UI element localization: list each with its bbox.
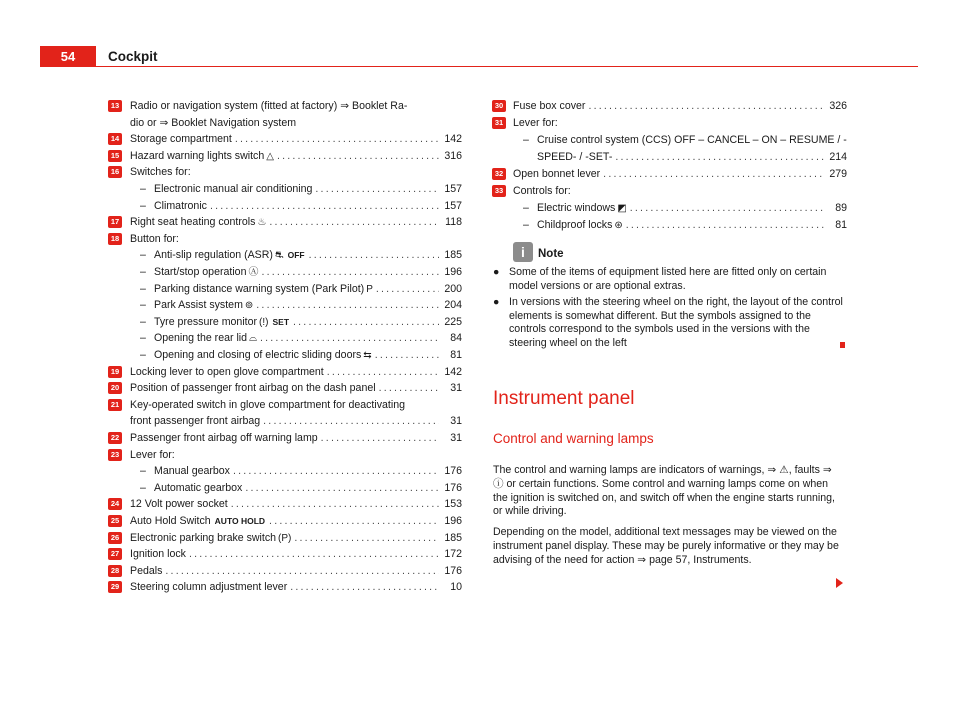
index-entry [130, 165, 462, 179]
entry-text: Start/stop operation [154, 266, 247, 278]
callout-number: 30 [492, 100, 506, 112]
note-title: Note [538, 248, 564, 260]
entry-text: Electronic manual air conditioning [154, 183, 313, 195]
leader-dots [261, 265, 439, 279]
page-reference: 176 [444, 465, 462, 478]
entry-text: Anti-slip regulation (ASR) [154, 249, 273, 262]
index-entry: – Start/stop operation Ⓐ ..... 196 [130, 265, 462, 279]
entry-text: dio or ⇒ Booklet Navigation system [130, 116, 297, 129]
index-entry [130, 132, 462, 146]
callout-number: 16 [108, 166, 122, 178]
callout-number: 23 [108, 449, 122, 461]
section-title: Cockpit [108, 49, 158, 64]
tyre-pressure-icon: (!) [259, 316, 269, 328]
leader-dots [376, 282, 439, 296]
leader-dots [235, 132, 439, 146]
callout-number: 22 [108, 432, 122, 444]
index-entry [130, 431, 462, 445]
leader-dots [263, 414, 439, 428]
sliding-door-icon: ⇆ [363, 350, 372, 361]
leader-dots [375, 348, 439, 362]
index-entry: – Automatic gearbox ..... 176 [130, 481, 462, 495]
page-reference: 316 [444, 149, 462, 162]
leader-dots [615, 150, 824, 164]
leader-dots [309, 248, 439, 262]
callout-number: 17 [108, 216, 122, 228]
callout-number: 13 [108, 100, 122, 112]
index-entry [130, 531, 462, 545]
callout-number: 15 [108, 150, 122, 162]
entry-text: Automatic gearbox [154, 481, 243, 494]
entry-text: Electronic parking brake switch [130, 531, 277, 544]
park-assist-icon: ⊚ [244, 300, 254, 312]
section-heading: Instrument panel [493, 388, 635, 409]
continue-arrow-icon [836, 578, 843, 588]
page-reference: 225 [444, 315, 462, 328]
page-reference: 214 [829, 151, 847, 163]
callout-number: 24 [108, 498, 122, 510]
index-entry: – Childproof locks ⊛ ..... 81 [513, 218, 847, 232]
entry-text: Cruise control system (CCS) OFF – CANCEL – ON – RESUME / - [537, 134, 847, 146]
entry-text: Pedals [130, 564, 163, 577]
index-entry: – Opening the rear lid ⌓ ..... 84 [130, 331, 462, 345]
page-reference: 196 [444, 266, 462, 278]
index-entry [513, 184, 847, 198]
index-entry [130, 580, 462, 594]
callout-number: 20 [108, 382, 122, 394]
page-reference: 172 [444, 548, 462, 561]
leader-dots [233, 464, 439, 478]
index-entry: – Parking distance warning system (Park Pilot) P ..... 200 [130, 282, 462, 296]
callout-number: 27 [108, 548, 122, 560]
entry-text: Controls for: [513, 185, 571, 197]
index-entry: – Opening and closing of electric sliding doors ⇆ ..... 81 [130, 348, 462, 362]
leader-dots [260, 331, 439, 345]
leader-dots [603, 167, 824, 181]
index-entry [130, 99, 462, 113]
entry-text: 12 Volt power socket [130, 498, 228, 511]
seat-heating-icon: ♨ [257, 217, 267, 229]
entry-text: Opening the rear lid [154, 332, 248, 345]
page-reference: 31 [450, 415, 462, 428]
park-pilot-icon: P [366, 283, 373, 295]
page-reference: 89 [835, 202, 847, 214]
body-paragraph: The control and warning lamps are indicators of warnings, ⇒ ⚠, faults ⇒ ⓘ or certain functions. Some control and warning lamps come on when the ignition is switched on, and switch off when the engine starts running, or while driving. [493, 464, 835, 518]
entry-text: Lever for: [513, 117, 558, 129]
entry-text: Ignition lock [130, 548, 186, 561]
page-reference: 204 [444, 299, 462, 312]
page-reference: 157 [444, 199, 462, 212]
index-entry [130, 365, 462, 379]
entry-text: Tyre pressure monitor [154, 315, 258, 328]
entry-text: Key-operated switch in glove compartment for deactivating [130, 398, 405, 411]
index-entry [130, 497, 462, 511]
page-reference: 157 [444, 183, 462, 195]
page-reference: 81 [835, 219, 847, 231]
index-entry: – Electric windows ◩ ..... 89 [513, 201, 847, 215]
page-reference: 326 [829, 100, 847, 112]
callout-number: 25 [108, 515, 122, 527]
entry-text: Open bonnet lever [513, 168, 601, 180]
leader-dots [321, 431, 439, 445]
page-reference: 31 [450, 432, 462, 444]
leader-dots [315, 182, 439, 196]
page-reference: 118 [445, 216, 462, 229]
index-entry [513, 116, 847, 130]
parking-brake-icon: (P) [278, 532, 292, 544]
entry-text: Auto Hold Switch [130, 515, 211, 527]
leader-dots [231, 497, 439, 511]
index-entry: – Cruise control system (CCS) OFF – CANCEL – ON – RESUME / - [523, 134, 847, 146]
entry-text: Opening and closing of electric sliding doors [154, 349, 362, 361]
index-entry: – Park Assist system ⊚ ..... 204 [130, 298, 462, 312]
index-entry [130, 232, 462, 246]
leader-dots [269, 514, 439, 528]
index-entry [130, 564, 462, 578]
entry-text: Switches for: [130, 166, 191, 179]
leader-dots [277, 149, 439, 163]
section-end-marker [840, 342, 845, 348]
asr-icon: ⛐ [274, 250, 284, 262]
leader-dots [256, 298, 439, 312]
index-entry: – Climatronic ..... 157 [130, 199, 462, 213]
page-number: 54 [40, 46, 96, 67]
leader-dots [245, 481, 439, 495]
index-entry [130, 448, 462, 462]
index-entry: – Electronic manual air conditioning ..... 157 [130, 182, 462, 196]
index-entry [130, 398, 462, 412]
page-reference: 31 [450, 382, 462, 395]
note-icon: i [513, 242, 533, 262]
page-reference: 176 [444, 481, 462, 494]
entry-text: Electric windows [537, 202, 616, 214]
entry-text: front passenger front airbag [130, 415, 261, 428]
entry-text: Fuse box cover [513, 100, 586, 112]
callout-number: 32 [492, 168, 506, 180]
hazard-triangle-icon: △ [266, 150, 274, 162]
header-rule [96, 66, 918, 67]
index-entry [130, 414, 462, 428]
entry-text: Right seat heating controls [130, 216, 256, 229]
note-bullet: ● Some of the items of equipment listed here are fitted only on certain model versions or are optional extras. [493, 266, 843, 293]
page-reference: 279 [829, 168, 847, 180]
leader-dots [269, 215, 439, 229]
callout-number: 31 [492, 117, 506, 129]
button-symbol: SET [272, 316, 290, 327]
index-entry [513, 150, 847, 164]
leader-dots [165, 564, 439, 578]
page-reference: 196 [444, 515, 462, 527]
page-reference: 142 [444, 365, 462, 378]
entry-text: Locking lever to open glove compartment [130, 365, 324, 378]
entry-text: Hazard warning lights switch [130, 149, 265, 162]
entry-text: Park Assist system [154, 299, 243, 312]
entry-text: Position of passenger front airbag on the dash panel [130, 382, 376, 395]
leader-dots [626, 218, 824, 232]
entry-text: Childproof locks [537, 219, 613, 231]
entry-text: Steering column adjustment lever [130, 581, 288, 594]
callout-number: 18 [108, 233, 122, 245]
leader-dots [210, 199, 439, 213]
index-entry [130, 116, 462, 130]
index-entry [130, 149, 462, 163]
entry-text: Storage compartment [130, 133, 232, 146]
child-lock-icon: ⊛ [614, 220, 623, 231]
page-reference: 142 [444, 133, 462, 146]
callout-number: 28 [108, 565, 122, 577]
index-entry [513, 99, 847, 113]
note-bullet-text: Some of the items of equipment listed here are fitted only on certain model versions or are optional extras. [509, 266, 827, 292]
page-reference: 81 [450, 349, 462, 361]
subsection-heading: Control and warning lamps [493, 431, 654, 446]
callout-number: 33 [492, 185, 506, 197]
page-reference: 84 [450, 332, 462, 345]
entry-text: Radio or navigation system (fitted at factory) ⇒ Booklet Ra- [130, 100, 408, 112]
index-entry: – Manual gearbox ..... 176 [130, 464, 462, 478]
callout-number: 14 [108, 133, 122, 145]
page-reference: 176 [444, 564, 462, 577]
index-entry [513, 167, 847, 181]
button-symbol: OFF [287, 250, 305, 261]
entry-text: SPEED- / -SET- [537, 151, 613, 163]
index-entry: – Tyre pressure monitor (!) SET ..... 225 [130, 315, 462, 329]
window-icon: ◩ [617, 203, 627, 214]
index-entry [130, 215, 462, 229]
rear-lid-icon: ⌓ [249, 333, 257, 345]
page-reference: 10 [450, 581, 462, 594]
leader-dots [293, 315, 439, 329]
leader-dots [290, 580, 439, 594]
entry-text: Lever for: [130, 448, 175, 461]
leader-dots [630, 201, 824, 215]
entry-text: Manual gearbox [154, 465, 230, 478]
button-symbol: AUTO HOLD [214, 516, 266, 526]
leader-dots [379, 381, 439, 395]
start-stop-icon: Ⓐ [248, 267, 259, 278]
callout-number: 21 [108, 399, 122, 411]
index-entry: – Anti-slip regulation (ASR) ⛐ OFF ..... 185 [130, 248, 462, 262]
callout-number: 29 [108, 581, 122, 593]
callout-number: 26 [108, 532, 122, 544]
page-reference: 153 [444, 498, 462, 511]
leader-dots [294, 531, 439, 545]
entry-text: Climatronic [154, 199, 207, 212]
note-bullet-text: In versions with the steering wheel on the right, the layout of the control elements is somewhat different. But the symbols assigned to the controls correspond to the symbols used in the versions with the steering wheel on the left [509, 296, 843, 349]
leader-dots [189, 547, 439, 561]
index-entry [130, 381, 462, 395]
entry-text: Parking distance warning system (Park Pilot) [154, 282, 365, 295]
page-reference: 185 [444, 531, 462, 544]
leader-dots [588, 99, 824, 113]
entry-text: Button for: [130, 232, 179, 245]
body-paragraph: Depending on the model, additional text messages may be viewed on the instrument panel display. These may be purely informative or they may be advising of the need for action ⇒ page 57, Instruments. [493, 526, 839, 566]
callout-number: 19 [108, 366, 122, 378]
index-entry [130, 514, 462, 528]
leader-dots [327, 365, 439, 379]
page-reference: 185 [444, 249, 462, 262]
index-entry [130, 547, 462, 561]
page-reference: 200 [444, 282, 462, 295]
note-bullet: ● In versions with the steering wheel on the right, the layout of the control elements is somewhat different. But the symbols assigned to the controls correspond to the symbols used in the versions with the steering wheel on the left [493, 296, 843, 349]
entry-text: Passenger front airbag off warning lamp [130, 432, 318, 444]
